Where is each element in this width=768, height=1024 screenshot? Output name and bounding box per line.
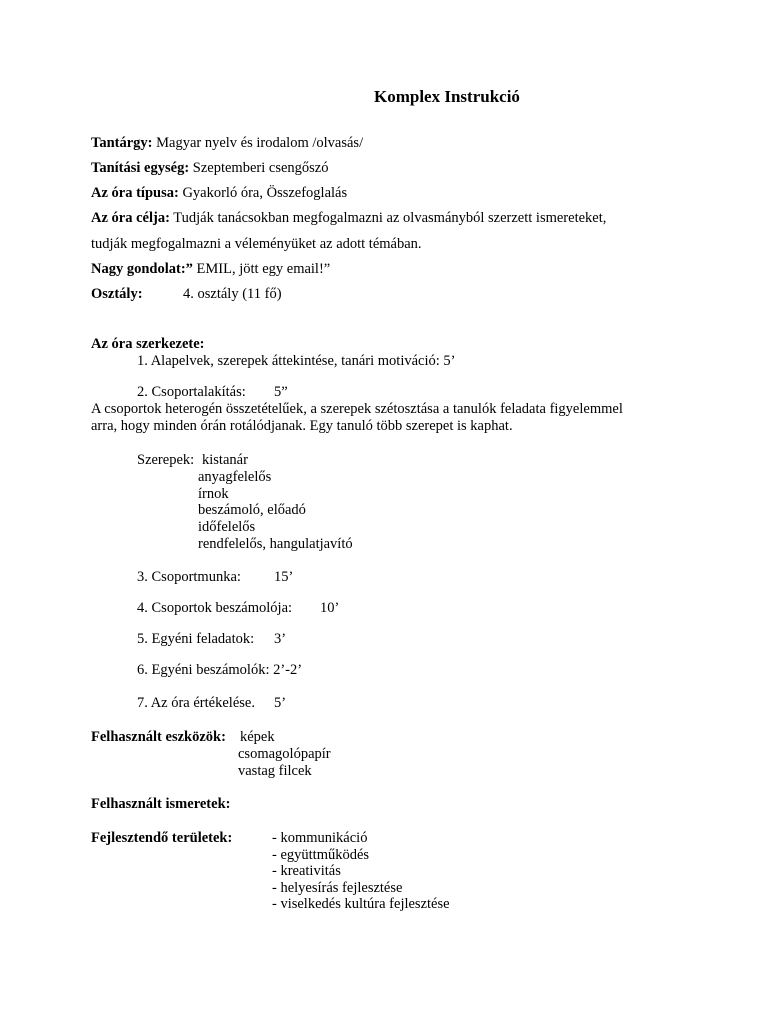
lesson-goal-label: Az óra célja: <box>91 210 170 226</box>
subject-label: Tantárgy: <box>91 135 153 151</box>
subject-value: Magyar nyelv és irodalom /olvasás/ <box>152 135 364 151</box>
areas-label: Fejlesztendő területek: <box>91 830 233 846</box>
role-item: anyagfelelős <box>198 469 272 485</box>
class-value: 4. osztály (11 fő) <box>183 286 282 302</box>
big-idea-label: Nagy gondolat:” <box>91 261 193 277</box>
structure-step-2-label: 2. Csoportalakítás: <box>137 384 246 400</box>
tool-item: képek <box>240 729 275 745</box>
unit-label: Tanítási egység: <box>91 160 190 176</box>
role-item: kistanár <box>202 452 248 468</box>
lesson-type-label: Az óra típusa: <box>91 185 179 201</box>
role-item: írnok <box>198 486 229 502</box>
tool-item: csomagolópapír <box>238 746 331 762</box>
structure-step-1: 1. Alapelvek, szerepek áttekintése, tanári motiváció: 5’ <box>137 353 456 369</box>
role-item: beszámoló, előadó <box>198 502 306 518</box>
class-label: Osztály: <box>91 286 143 302</box>
area-item: - kommunikáció <box>272 830 368 846</box>
structure-step-3-time: 15’ <box>274 569 294 585</box>
role-item: időfelelős <box>198 519 256 535</box>
structure-step-2-time: 5” <box>274 384 288 400</box>
structure-step-7-time: 5’ <box>274 695 287 711</box>
document-title: Komplex Instrukció <box>374 87 520 106</box>
structure-step-4-label: 4. Csoportok beszámolója: <box>137 600 293 616</box>
big-idea-value: EMIL, jött egy email!” <box>192 261 331 277</box>
lesson-type-value: Gyakorló óra, Összefoglalás <box>178 185 348 201</box>
lesson-goal-line <box>91 210 606 227</box>
tools-label: Felhasznált eszközök: <box>91 729 226 745</box>
role-item: rendfelelős, hangulatjavító <box>198 536 353 552</box>
tool-item: vastag filcek <box>238 763 312 779</box>
unit-line <box>91 160 328 177</box>
structure-heading: Az óra szerkezete: <box>91 336 205 352</box>
structure-step-7-label: 7. Az óra értékelése. <box>137 695 255 711</box>
structure-step-5-label: 5. Egyéni feladatok: <box>137 631 255 647</box>
area-item: - együttműködés <box>272 847 370 863</box>
area-item: - viselkedés kultúra fejlesztése <box>272 896 450 912</box>
structure-step-6: 6. Egyéni beszámolók: 2’-2’ <box>137 662 303 678</box>
area-item: - helyesírás fejlesztése <box>272 880 403 896</box>
structure-step-2-desc-2: arra, hogy minden órán rotálódjanak. Egy tanuló több szerepet is kaphat. <box>91 418 513 434</box>
area-item: - kreativitás <box>272 863 341 879</box>
structure-step-3-label: 3. Csoportmunka: <box>137 569 241 585</box>
structure-step-2-desc-1: A csoportok heterogén összetételűek, a szerepek szétosztása a tanulók feladata figyelemmel <box>91 401 623 417</box>
class-line <box>91 286 143 303</box>
unit-value: Szeptemberi csengőszó <box>189 160 329 176</box>
knowledge-label: Felhasznált ismeretek: <box>91 796 231 812</box>
subject-line <box>91 135 363 152</box>
lesson-goal-continuation: tudják megfogalmazni a véleményüket az adott témában. <box>91 236 422 252</box>
structure-step-4-time: 10’ <box>320 600 340 616</box>
lesson-type-line <box>91 185 347 202</box>
big-idea-line <box>91 261 330 278</box>
roles-label: Szerepek: <box>137 452 195 468</box>
lesson-goal-value: Tudják tanácsokban megfogalmazni az olvasmányból szerzett ismereteket, <box>169 210 607 226</box>
structure-step-5-time: 3’ <box>274 631 287 647</box>
